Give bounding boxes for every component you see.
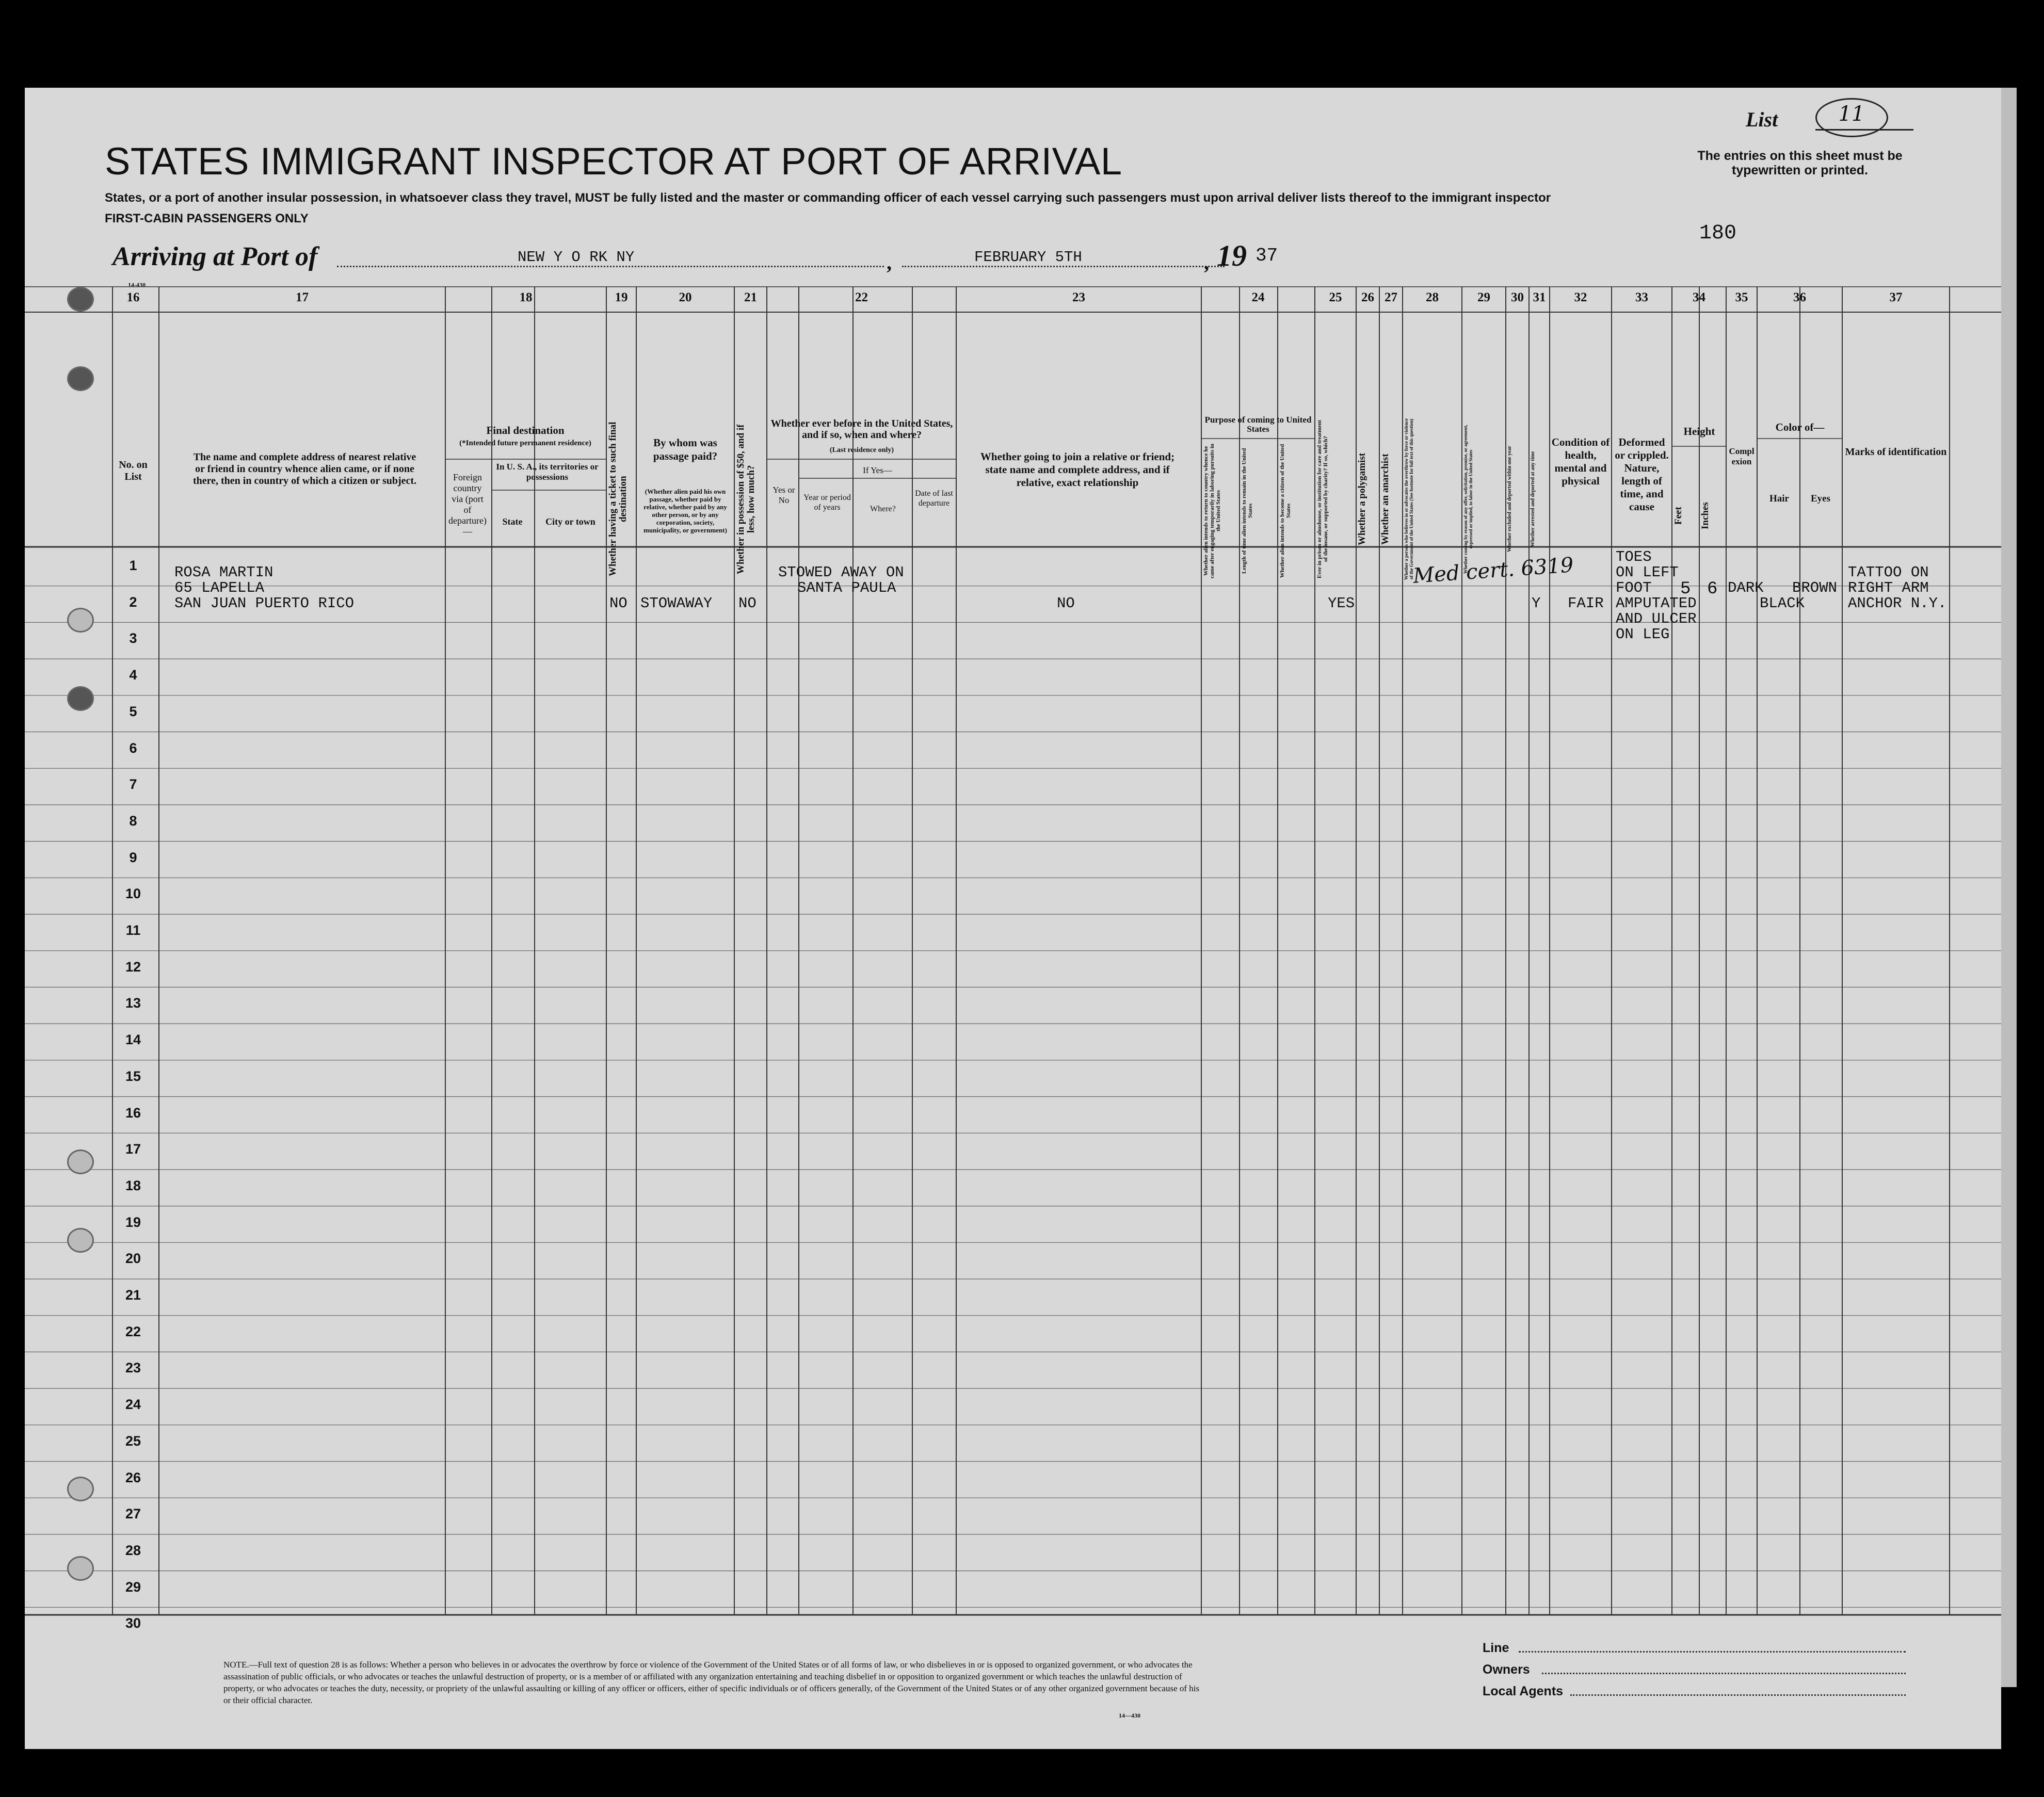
row-number: 17 — [125, 1141, 141, 1157]
row-number: 21 — [125, 1287, 141, 1303]
col-18-state: State — [502, 516, 523, 527]
col-22-where: Where? — [870, 505, 896, 513]
col-num-16: 16 — [126, 290, 140, 304]
handwritten-med-cert: Med cert. 6319 — [1412, 553, 1574, 588]
typewritten-note: The entries on this sheet must be typewritten or printed. — [1697, 149, 1903, 177]
list-underline — [1815, 129, 1913, 131]
row-number: 5 — [129, 703, 137, 719]
row-number: 10 — [125, 886, 141, 902]
agents-dotted — [1570, 1694, 1906, 1696]
col-24-b: Length of time alien intends to remain in the United States — [1241, 448, 1253, 574]
row-number: 1 — [129, 558, 137, 573]
deformed-line4: AMPUTATED — [1616, 595, 1697, 612]
col-18-foreign: Foreign country via (port of departure)— — [448, 472, 487, 537]
row-number: 6 — [129, 740, 137, 756]
col-26-label: Whether a polygamist — [1357, 452, 1367, 546]
col-num-18: 18 — [519, 290, 533, 304]
row-number: 15 — [125, 1068, 141, 1084]
owners-dotted — [1542, 1673, 1906, 1674]
col-33-label: Deformed or crippled. Nature, length of time, and cause — [1615, 436, 1669, 513]
col-23-label: Whether going to join a relative or friend; state name and complete address, and if relative, exact relationship — [980, 450, 1175, 489]
deformed-line2: ON LEFT — [1616, 564, 1679, 581]
col-21-label: Whether in possession of $50, and if less, how much? — [735, 424, 757, 574]
col-30-label: Whether excluded and deported within one year — [1507, 446, 1512, 553]
col-num-23: 23 — [1072, 290, 1085, 304]
col-num-32: 32 — [1574, 290, 1587, 304]
before-in-us-line1: STOWED AWAY ON — [778, 564, 904, 581]
ticket-value: NO — [609, 595, 627, 612]
col-num-19: 19 — [615, 290, 628, 304]
row-number: 14 — [125, 1032, 141, 1048]
before-in-us-line2: SANTA PAULA — [797, 579, 896, 596]
row-number: 18 — [125, 1177, 141, 1193]
line-label: Line — [1483, 1641, 1509, 1655]
passage-paid-value: STOWAWAY — [640, 595, 713, 612]
row-number: 22 — [125, 1323, 141, 1339]
row-number: 3 — [129, 630, 137, 646]
col-num-29: 29 — [1477, 290, 1490, 304]
col-20-label: By whom was passage paid? — [653, 436, 718, 462]
col-24-label: Purpose of coming to United States — [1204, 415, 1312, 434]
relative-street: 65 LAPELLA — [174, 579, 265, 596]
row-number: 23 — [125, 1360, 141, 1376]
binder-hole — [67, 287, 94, 312]
joining-value: NO — [1057, 595, 1075, 612]
row-number: 28 — [125, 1542, 141, 1558]
col-num-24: 24 — [1251, 290, 1265, 304]
binder-hole — [67, 1477, 94, 1501]
row-number: 8 — [129, 813, 137, 829]
col-24-c: Whether alien intends to become a citizen of the United States — [1279, 444, 1292, 578]
owners-label: Owners — [1483, 1662, 1530, 1677]
year-suffix: 37 — [1256, 245, 1278, 266]
date-dotted-line — [902, 266, 1225, 267]
arriving-label: Arriving at Port of — [112, 242, 318, 271]
col-22-yesno: Yes or No — [772, 485, 795, 505]
port-value: NEW Y O RK NY — [518, 249, 635, 266]
col-34-label: Height — [1683, 425, 1715, 438]
health-value: FAIR — [1568, 595, 1604, 612]
col-36-eyes: Eyes — [1811, 493, 1830, 504]
row-number: 25 — [125, 1433, 141, 1449]
col-num-25: 25 — [1329, 290, 1342, 304]
col-37-label: Marks of identification — [1845, 446, 1947, 458]
form-instructions: States, or a port of another insular possession, in whatsoever class they travel, MUST be fully listed and the master or commanding officer of each vessel carrying such passengers must upon arrival deliver lists thereof to the immigrant inspector — [105, 191, 1551, 205]
row-number: 30 — [125, 1615, 141, 1631]
manifest-table — [25, 286, 2001, 1631]
row-number: 11 — [125, 922, 141, 938]
row-number: 16 — [125, 1105, 141, 1121]
row-number: 9 — [129, 849, 137, 865]
cabin-class: FIRST-CABIN PASSENGERS ONLY — [105, 212, 309, 225]
form-title: STATES IMMIGRANT INSPECTOR AT PORT OF ARRIVAL — [105, 140, 1122, 183]
col-25-label: Ever in prison or almshouse, or institution for care and treatment of the insane, or supported by charity? If so, which? — [1316, 419, 1329, 579]
relative-name: ROSA MARTIN — [174, 564, 273, 581]
agents-label: Local Agents — [1483, 1684, 1564, 1698]
col-36-label: Color of— — [1775, 421, 1825, 433]
col-num-27: 27 — [1385, 290, 1397, 304]
deformed-line5: AND ULCER — [1616, 610, 1697, 627]
col-34-feet: Feet — [1673, 507, 1684, 525]
row-number: 4 — [129, 667, 137, 683]
col-num-37: 37 — [1889, 290, 1903, 304]
comma-2: , — [1204, 251, 1209, 274]
col-36-hair: Hair — [1769, 493, 1789, 504]
row-number: 26 — [125, 1469, 141, 1485]
col-num-20: 20 — [679, 290, 692, 304]
col-22-date-departure: Date of last departure — [915, 489, 953, 508]
arrested-value: Y — [1532, 595, 1541, 612]
binder-hole — [67, 1150, 94, 1174]
col-22-label: Whether ever before in the United States, and if so, when and where? — [770, 418, 953, 441]
col-20-sub: (Whether alien paid his own passage, whether paid by relative, whether paid by any other person, or by any corporation, society, municipality, or government) — [643, 488, 727, 534]
col-18-usa: In U. S. A., its territories or possessions — [496, 462, 599, 482]
marks-line1: TATTOO ON — [1848, 564, 1929, 581]
binder-hole — [67, 608, 94, 633]
col-18-city: City or town — [545, 516, 596, 527]
col-34-inches: Inches — [1700, 502, 1711, 530]
footnote: NOTE.—Full text of question 28 is as follows: Whether a person who believes in or advocates the overthrow by force or violence of the Government of the United States or of all forms of law, or who disbelieves in or is opposed to organized government, or who advocates the assassination of public officials, or who advocates or teaches the unlawful destruction of property, or is a member of or affiliated with any organization entertaining and teaching disbelief in or opposition to organized government or which teaches the unlawful destruction of property, or who advocates or teaches the duty, necessity, or propriety of the unlawful assaulting or killing of any officer or officers, either of specific individuals or of officers generally, of the Government of the United States or of any other organized government because of his or their official character. — [223, 1660, 1200, 1705]
row-number: 2 — [129, 594, 137, 610]
col-num-33: 33 — [1635, 290, 1648, 304]
col-num-30: 30 — [1511, 290, 1524, 304]
form-code-top: 14-430 — [128, 281, 146, 288]
binder-hole — [67, 686, 94, 711]
col-35-label: Complexion — [1729, 446, 1755, 466]
col-num-22: 22 — [855, 290, 868, 304]
row-number: 7 — [129, 776, 137, 792]
col-32-label: Condition of health, mental and physical — [1551, 436, 1610, 487]
col-num-35: 35 — [1735, 290, 1748, 304]
fifty-dollars-value: NO — [738, 595, 757, 612]
marks-line2: RIGHT ARM — [1848, 579, 1929, 596]
height-feet: 5 — [1680, 579, 1691, 599]
row-number: 24 — [125, 1397, 141, 1413]
list-label: List — [1746, 108, 1778, 131]
port-dotted-line — [337, 266, 884, 267]
col-29-label: Whether coming by reason of any offer, solicitation, promise, or agreement, expressed or implied, to labor in the United States — [1463, 425, 1473, 574]
col-num-34: 34 — [1693, 290, 1705, 304]
date-value: FEBRUARY 5TH — [974, 249, 1082, 266]
height-inches: 6 — [1707, 579, 1718, 599]
complexion-value: DARK — [1728, 579, 1764, 596]
line-dotted — [1519, 1651, 1906, 1653]
col-22-ifyes: If Yes— — [863, 465, 892, 475]
comma-1: , — [887, 251, 892, 274]
col-27-label: Whether an anarchist — [1380, 454, 1391, 545]
sheet-stamp: 180 — [1699, 222, 1737, 245]
manifest-sheet — [25, 88, 2001, 1749]
relative-city: SAN JUAN PUERTO RICO — [174, 595, 355, 612]
col-28-label: Whether a person who believes in or advocates the overthrow by force or violence of the Government of the United States (See footnote for full text of this question) — [1404, 418, 1414, 580]
col-num-17: 17 — [296, 290, 309, 304]
col-num-28: 28 — [1426, 290, 1439, 304]
row-number: 12 — [125, 959, 141, 975]
eyes-value: BROWN — [1792, 579, 1838, 596]
col-22-sub: (Last residence only) — [829, 446, 894, 454]
col-18-label: Final destination — [486, 424, 565, 436]
col-19-label: Whether having a ticket to such final destination — [607, 422, 629, 577]
col-31-label: Whether arrested and deported at any time — [1530, 451, 1536, 547]
binder-hole — [67, 1228, 94, 1253]
deformed-line6: ON LEG — [1616, 626, 1670, 643]
form-code-bottom: 14—430 — [1119, 1712, 1140, 1719]
deformed-line3: FOOT — [1616, 579, 1652, 596]
list-number: 11 — [1838, 102, 1865, 126]
col-num-21: 21 — [744, 290, 757, 304]
row-number: 19 — [125, 1214, 141, 1230]
hair-value: BLACK — [1760, 595, 1805, 612]
year-prefix: 19 — [1217, 239, 1247, 272]
col-24-a: Whether alien intends to return to country whence he came after engaging temporarily in laboring pursuits in the United States — [1203, 443, 1221, 578]
col-18-sub: (*Intended future permanent residence) — [459, 439, 591, 447]
marks-line3: ANCHOR N.Y. — [1848, 595, 1947, 612]
binder-hole — [67, 366, 94, 391]
row-number: 13 — [125, 995, 141, 1011]
col-num-26: 26 — [1361, 290, 1374, 304]
col-num-36: 36 — [1793, 290, 1806, 304]
deformed-line1: TOES — [1616, 548, 1652, 565]
row-number: 27 — [125, 1506, 141, 1522]
row-number: 20 — [125, 1251, 141, 1267]
row-number: 29 — [125, 1579, 141, 1595]
col-22-years: Year or period of years — [803, 493, 851, 512]
col-17-label: The name and complete address of nearest relative or friend in country whence alien came, or if none there, then in country of which a citizen or subject. — [192, 451, 417, 487]
binder-hole — [67, 1556, 94, 1581]
col-num-31: 31 — [1533, 290, 1546, 304]
prison-value: YES — [1328, 595, 1355, 612]
col-16-label: No. on List — [119, 459, 148, 482]
